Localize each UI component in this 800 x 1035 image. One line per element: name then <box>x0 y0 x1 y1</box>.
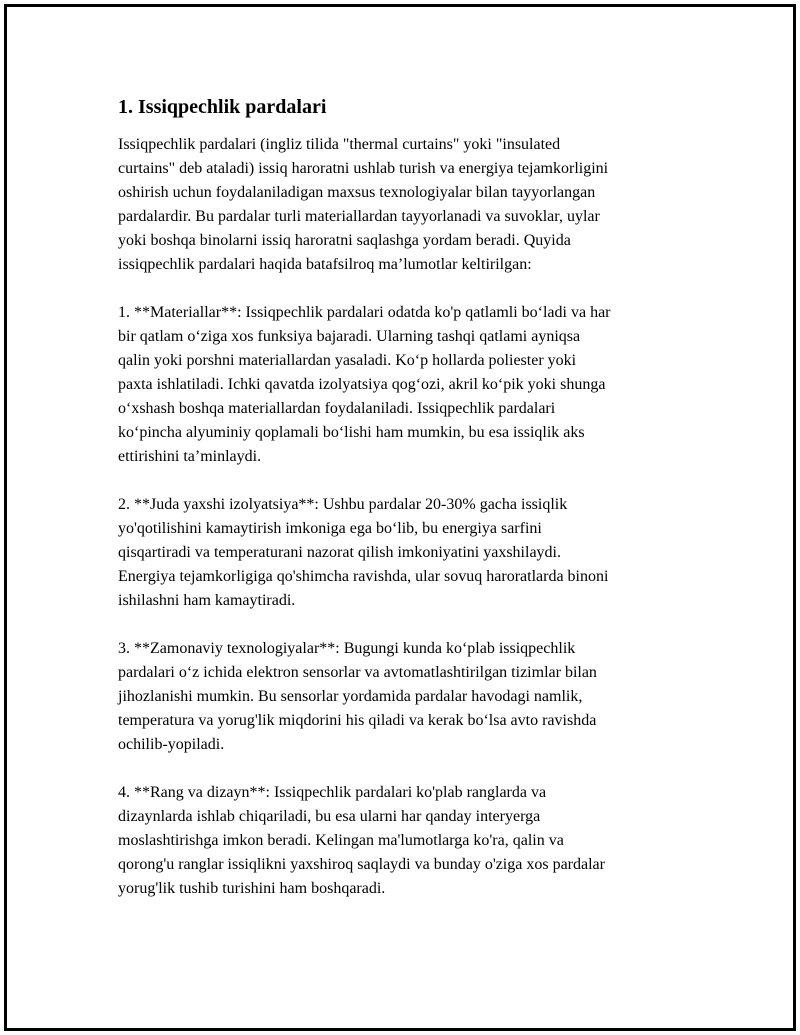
text-line: dizaynlarda ishlab chiqariladi, bu esa ularni har qanday interyerga <box>118 808 541 825</box>
text-line: qisqartiradi va temperaturani nazorat qilish imkoniyatini yaxshilaydi. <box>118 544 561 561</box>
text-line: 1. **Materiallar**: Issiqpechlik pardalari odatda ko'p qatlamli bo‘ladi va har <box>118 304 611 321</box>
text-line: jihozlanishi mumkin. Bu sensorlar yordamida pardalar havodagi namlik, <box>118 688 583 705</box>
text-line: qorong'u ranglar issiqlikni yaxshiroq saqlaydi va bunday o'ziga xos pardalar <box>118 856 605 873</box>
text-line: ettirishini ta’minlaydi. <box>118 448 262 465</box>
text-line: pardalardir. Bu pardalar turli materiallardan tayyorlanadi va suvoklar, uylar <box>118 208 600 225</box>
text-line: bir qatlam o‘ziga xos funksiya bajaradi. Ularning tashqi qatlami ayniqsa <box>118 328 581 345</box>
text-line: 3. **Zamonaviy texnologiyalar**: Bugungi kunda ko‘plab issiqpechlik <box>118 640 576 657</box>
intro-paragraph <box>118 133 690 277</box>
text-line: ko‘pincha alyuminiy qoplamali bo‘lishi ham mumkin, bu esa issiqlik aks <box>118 424 585 441</box>
text-line: yoki boshqa binolarni issiq haroratni saqlashga yordam beradi. Quyida <box>118 232 571 249</box>
text-line: curtains" deb ataladi) issiq haroratni ushlab turish va energiya tejamkorligini <box>118 160 609 177</box>
text-line: temperatura va yorug'lik miqdorini his qiladi va kerak bo‘lsa avto ravishda <box>118 712 597 729</box>
document-body <box>118 95 690 925</box>
text-line: pardalari o‘z ichida elektron sensorlar va avtomatlashtirilgan tizimlar bilan <box>118 664 597 681</box>
technology-paragraph <box>118 637 690 757</box>
text-line: 2. **Juda yaxshi izolyatsiya**: Ushbu pardalar 20-30% gacha issiqlik <box>118 496 568 513</box>
materials-paragraph <box>118 301 690 469</box>
text-line: Issiqpechlik pardalari (ingliz tilida "thermal curtains" yoki "insulated <box>118 136 561 153</box>
text-line: o‘xshash boshqa materiallardan foydalaniladi. Issiqpechlik pardalari <box>118 400 556 417</box>
text-line: qalin yoki porshni materiallardan yasaladi. Ko‘p hollarda poliester yoki <box>118 352 577 369</box>
section-heading: 1. Issiqpechlik pardalari <box>118 96 327 118</box>
text-line: ishilashni ham kamaytiradi. <box>118 592 296 609</box>
insulation-paragraph <box>118 493 690 613</box>
text-line: oshirish uchun foydalaniladigan maxsus texnologiyalar bilan tayyorlangan <box>118 184 596 201</box>
design-paragraph <box>118 781 690 901</box>
text-line: issiqpechlik pardalari haqida batafsilroq ma’lumotlar keltirilgan: <box>118 256 532 273</box>
text-line: paxta ishlatiladi. Ichki qavatda izolyatsiya qog‘ozi, akril ko‘pik yoki shunga <box>118 376 606 393</box>
text-line: yorug'lik tushib turishini ham boshqaradi. <box>118 880 386 897</box>
text-line: moslashtirishga imkon beradi. Kelingan ma'lumotlarga ko'ra, qalin va <box>118 832 564 849</box>
text-line: 4. **Rang va dizayn**: Issiqpechlik pardalari ko'plab ranglarda va <box>118 784 547 801</box>
text-line: ochilib-yopiladi. <box>118 736 225 753</box>
text-line: Energiya tejamkorligiga qo'shimcha ravishda, ular sovuq haroratlarda binoni <box>118 568 609 585</box>
text-line: yo'qotilishini kamaytirish imkoniga ega bo‘lib, bu energiya sarfini <box>118 520 542 537</box>
